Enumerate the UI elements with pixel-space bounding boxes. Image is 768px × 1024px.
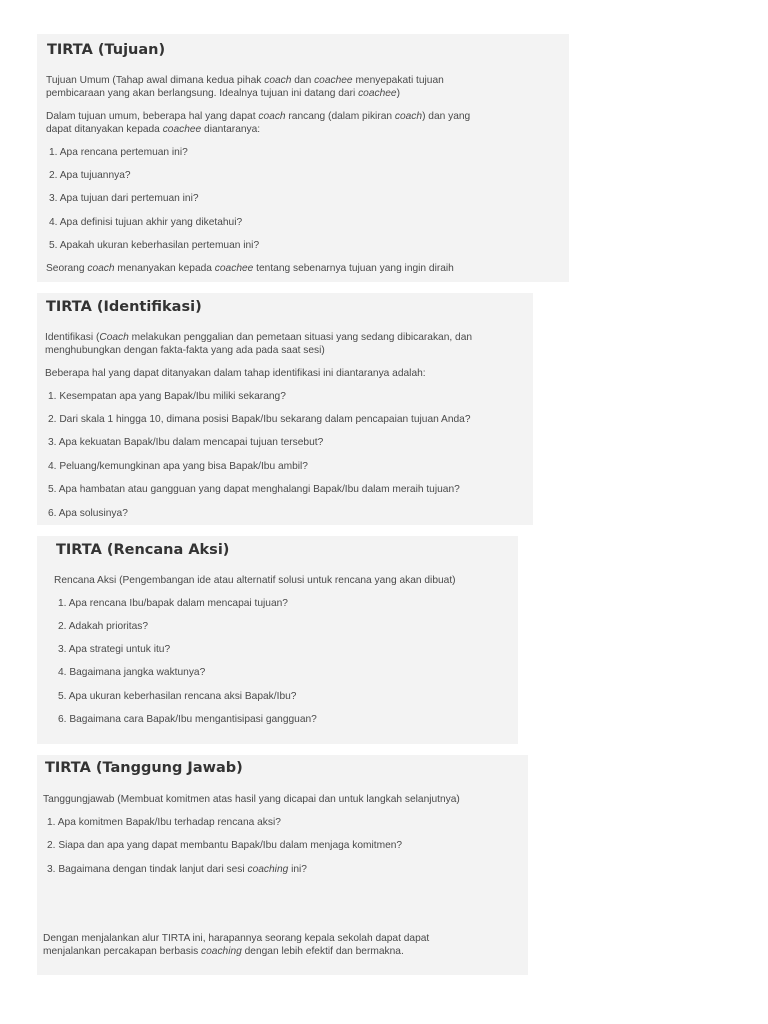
list-item: 1. Apa rencana pertemuan ini?	[49, 147, 188, 158]
text: coach	[394, 111, 423, 122]
section-title-tanggung-jawab: TIRTA (Tanggung Jawab)	[45, 760, 243, 776]
text: coachee	[358, 88, 397, 99]
text: 3. Bagaimana dengan tindak lanjut dari sesi	[47, 864, 248, 875]
list-item: 2. Adakah prioritas?	[58, 621, 149, 632]
list-item: 1. Apa komitmen Bapak/Ibu terhadap rencana aksi?	[47, 817, 281, 828]
text: menanyakan kepada	[114, 263, 215, 274]
text: Dengan menjalankan alur TIRTA ini, harapannya seorang kepala sekolah dapat dapat	[43, 933, 430, 944]
text: dapat ditanyakan kepada	[46, 124, 163, 135]
text: menyepakati tujuan	[352, 75, 444, 86]
text: dan	[291, 75, 315, 86]
text: melakukan penggalian dan pemetaan situasi yang sedang dibicarakan, dan	[128, 332, 473, 343]
list-item: 3. Apa kekuatan Bapak/Ibu dalam mencapai tujuan tersebut?	[48, 437, 324, 448]
text: coaching	[201, 946, 242, 957]
text: ini?	[288, 864, 307, 875]
text: Identifikasi (	[45, 332, 100, 343]
list-item: 5. Apa ukuran keberhasilan rencana aksi Bapak/Ibu?	[58, 691, 297, 702]
text: coaching	[247, 864, 289, 875]
text: coachee	[214, 263, 254, 274]
tujuan-intro	[46, 74, 444, 100]
card-tujuan	[37, 34, 569, 282]
text: coach	[258, 111, 286, 122]
list-item: 1. Kesempatan apa yang Bapak/Ibu miliki sekarang?	[48, 391, 286, 402]
list-item: 3. Apa tujuan dari pertemuan ini?	[49, 193, 199, 204]
list-item: 1. Apa rencana Ibu/bapak dalam mencapai tujuan?	[58, 598, 288, 609]
text: dengan lebih efektif dan bermakna.	[241, 946, 404, 957]
text: rancang (dalam pikiran	[285, 111, 395, 122]
list-item: 2. Apa tujuannya?	[49, 170, 131, 181]
closing-paragraph	[43, 932, 429, 958]
text: Coach	[99, 332, 129, 343]
text: menghubungkan dengan fakta-fakta yang ada pada saat sesi)	[45, 345, 325, 356]
text: coachee	[162, 124, 202, 135]
section-title-rencana-aksi: TIRTA (Rencana Aksi)	[56, 542, 230, 558]
tujuan-lead	[46, 110, 470, 136]
list-item: 4. Bagaimana jangka waktunya?	[58, 667, 206, 678]
list-item: 4. Apa definisi tujuan akhir yang diketahui?	[49, 217, 243, 228]
text: )	[396, 88, 401, 99]
list-item: 5. Apakah ukuran keberhasilan pertemuan ini?	[49, 240, 260, 251]
text: coachee	[314, 75, 353, 86]
list-item: 2. Dari skala 1 hingga 10, dimana posisi Bapak/Ibu sekarang dalam pencapaian tujuan Anda?	[48, 414, 471, 425]
text: coach	[87, 263, 115, 274]
text: tentang sebenarnya tujuan yang ingin diraih	[253, 263, 454, 274]
section-title-tujuan: TIRTA (Tujuan)	[47, 42, 166, 58]
rencana-aksi-intro: Rencana Aksi (Pengembangan ide atau alternatif solusi untuk rencana yang akan dibuat)	[54, 575, 456, 586]
text: diantaranya:	[201, 124, 261, 135]
list-item: 4. Peluang/kemungkinan apa yang bisa Bapak/Ibu ambil?	[48, 461, 308, 472]
text: menjalankan percakapan berbasis	[43, 946, 202, 957]
section-title-identifikasi: TIRTA (Identifikasi)	[46, 299, 202, 315]
list-item: 6. Apa solusinya?	[48, 508, 128, 519]
list-item	[47, 863, 307, 876]
tanggung-jawab-intro: Tanggungjawab (Membuat komitmen atas hasil yang dicapai dan untuk langkah selanjutnya)	[43, 794, 460, 805]
text: Seorang	[46, 263, 88, 274]
list-item: 5. Apa hambatan atau gangguan yang dapat menghalangi Bapak/Ibu dalam meraih tujuan?	[48, 484, 460, 495]
text: coach	[264, 75, 292, 86]
list-item: 3. Apa strategi untuk itu?	[58, 644, 171, 655]
text: pembicaraan yang akan berlangsung. Idealnya tujuan ini datang dari	[46, 88, 359, 99]
tujuan-outro	[46, 262, 454, 275]
list-item: 2. Siapa dan apa yang dapat membantu Bapak/Ibu dalam menjaga komitmen?	[47, 840, 403, 851]
text: ) dan yang	[422, 111, 471, 122]
identifikasi-intro	[45, 331, 472, 357]
text: Dalam tujuan umum, beberapa hal yang dapat	[46, 111, 259, 122]
text: Tujuan Umum (Tahap awal dimana kedua pihak	[46, 75, 265, 86]
identifikasi-lead: Beberapa hal yang dapat ditanyakan dalam tahap identifikasi ini diantaranya adalah:	[45, 368, 426, 379]
card-identifikasi	[37, 293, 533, 525]
card-rencana-aksi	[37, 536, 518, 744]
list-item: 6. Bagaimana cara Bapak/Ibu mengantisipasi gangguan?	[58, 714, 317, 725]
card-tanggung-jawab	[37, 755, 528, 975]
